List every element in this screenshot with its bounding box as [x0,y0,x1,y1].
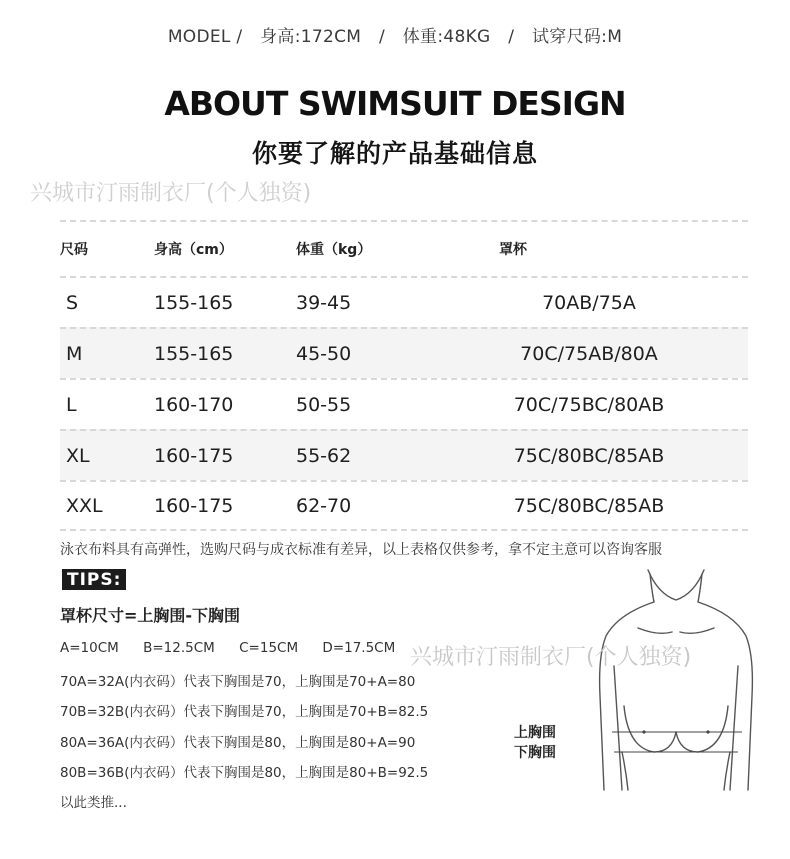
model-weight: 体重:48KG [402,27,491,47]
table-row [60,378,748,429]
weight-cell: 39-45 [296,291,352,314]
cup-cell: 75C/80BC/85AB [513,444,665,467]
table-row [60,480,748,531]
model-separator: / [508,27,515,47]
weight-cell: 45-50 [296,342,352,365]
weight-cell: 55-62 [296,444,352,467]
etc-line: 以此类推... [60,795,127,811]
fabric-note: 泳衣布料具有高弹性，选购尺码与成衣标准有差异，以上表格仅供参考，拿不定主意可以咨询客服 [60,542,662,558]
model-size: 试穿尺码:M [531,27,623,47]
size-cell: M [66,342,83,365]
torso-illustration [588,566,768,800]
table-header-row [60,220,748,276]
example-line: 80B=36B(内衣码）代表下胸围是80，上胸围是80+B=92.5 [60,765,429,781]
tips-badge: TIPS: [62,569,126,590]
cup-cell: 75C/80BC/85AB [513,494,665,517]
section-title-cn: 你要了解的产品基础信息 [251,139,538,168]
example-line: 80A=36A(内衣码）代表下胸围是80，上胸围是80+A=90 [60,735,416,751]
size-cell: XL [66,444,90,467]
example-line: 70A=32A(内衣码）代表下胸围是70，上胸围是70+A=80 [60,674,416,690]
model-info [0,22,790,47]
column-header: 体重（kg） [296,242,372,258]
cup-cell: 70C/75BC/80AB [513,393,665,416]
weight-cell: 50-55 [296,393,352,416]
weight-cell: 62-70 [296,494,352,517]
watermark: 兴城市汀雨制衣厂(个人独资) [410,645,692,670]
height-cell: 160-175 [154,494,234,517]
table-row [60,276,748,327]
table-row [60,429,748,480]
torso-outline-icon [588,566,768,796]
size-cell: S [66,291,79,314]
cup-value: C=15CM [239,640,299,656]
cup-value: D=17.5CM [322,640,396,656]
column-header: 身高（cm） [154,242,233,258]
cup-formula: 罩杯尺寸=上胸围-下胸围 [60,606,241,625]
size-chart-table [60,220,748,531]
under-bust-label: 下胸围 [514,745,556,761]
cup-value: A=10CM [60,640,119,656]
model-label: MODEL / [167,27,243,47]
watermark: 兴城市汀雨制衣厂(个人独资) [30,181,312,206]
column-header: 罩杯 [499,242,527,258]
cup-values [60,640,415,656]
model-separator: / [378,27,385,47]
table-row [60,327,748,378]
size-cell: XXL [66,494,103,517]
section-title-en: ABOUT SWIMSUIT DESIGN [164,84,626,123]
size-cell: L [66,393,77,416]
upper-bust-label: 上胸围 [514,725,556,741]
height-cell: 160-170 [154,393,234,416]
cup-cell: 70AB/75A [542,291,636,314]
height-cell: 155-165 [154,291,234,314]
example-line: 70B=32B(内衣码）代表下胸围是70，上胸围是70+B=82.5 [60,704,429,720]
cup-value: B=12.5CM [143,640,215,656]
cup-cell: 70C/75AB/80A [520,342,658,365]
height-cell: 155-165 [154,342,234,365]
model-height: 身高:172CM [260,27,362,47]
height-cell: 160-175 [154,444,234,467]
column-header: 尺码 [60,242,88,258]
